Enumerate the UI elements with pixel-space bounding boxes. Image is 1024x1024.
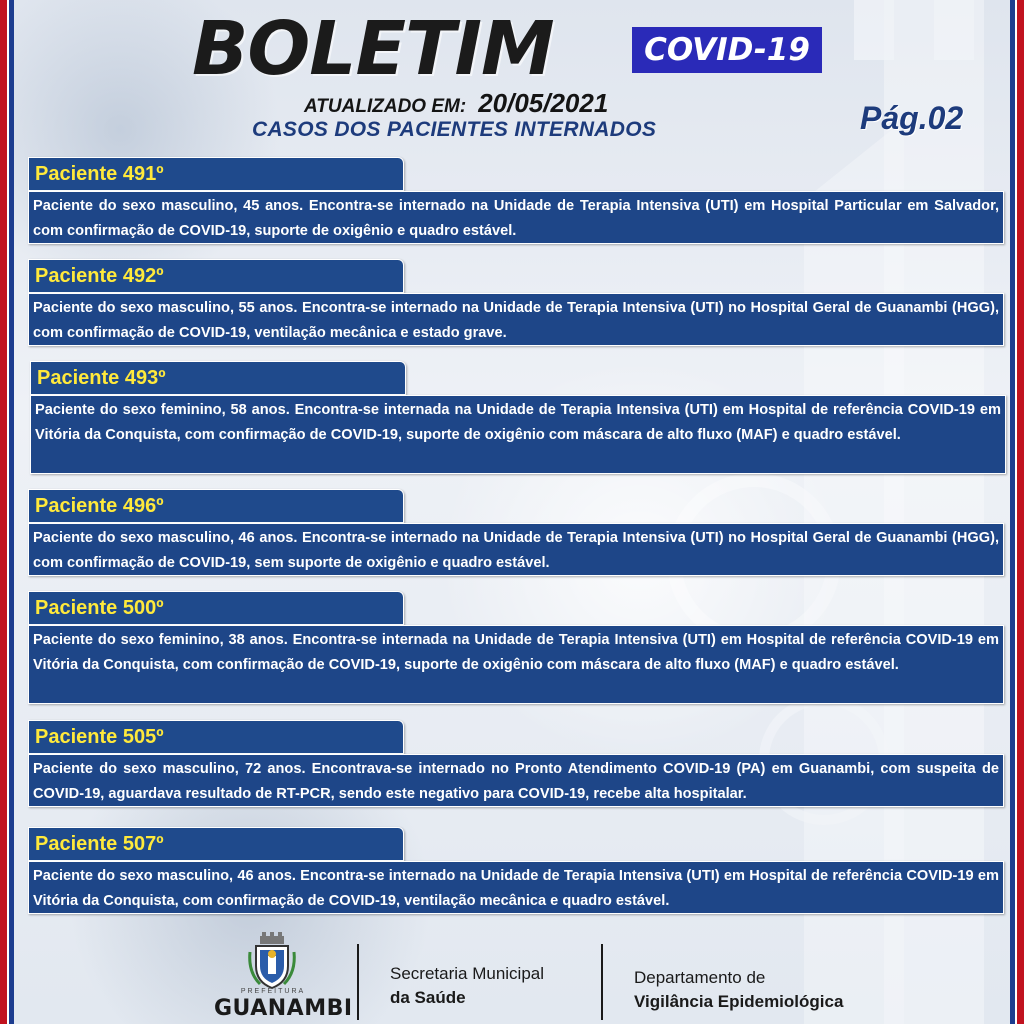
patient-description: Paciente do sexo feminino, 58 anos. Encontra-se internada na Unidade de Terapia Intensiva (UTI) em Hospital de referência COVID-19 em Vitória da Conquista, com confirmação de COVID-19, suporte de oxigênio com máscara de alto fluxo (MAF) e quadro estável.	[30, 395, 1006, 474]
logo-guanambi-text: GUANAMBI	[214, 996, 353, 1021]
departamento-line1: Departamento de	[634, 968, 766, 987]
updated-date: 20/05/2021	[478, 88, 609, 118]
logo-prefeitura-text: PREFEITURA	[240, 988, 306, 995]
patient-label: Paciente 500º	[28, 591, 404, 625]
secretaria-line2: da Saúde	[390, 988, 466, 1007]
patient-label: Paciente 491º	[28, 157, 404, 191]
updated-line	[304, 88, 608, 119]
footer-divider	[357, 944, 359, 1020]
updated-label: ATUALIZADO EM:	[304, 96, 467, 117]
covid-badge: COVID-19	[632, 27, 822, 73]
patient-label: Paciente 492º	[28, 259, 404, 293]
departamento-block	[634, 966, 843, 1014]
page-subtitle: CASOS DOS PACIENTES INTERNADOS	[252, 118, 657, 141]
secretaria-line1: Secretaria Municipal	[390, 964, 545, 983]
patient-description: Paciente do sexo masculino, 46 anos. Encontra-se internado na Unidade de Terapia Intensiva (UTI) no Hospital Geral de Guanambi (HGG), com confirmação de COVID-19, sem suporte de oxigênio e quadro estável.	[28, 523, 1004, 576]
patient-description: Paciente do sexo feminino, 38 anos. Encontra-se internada na Unidade de Terapia Intensiva (UTI) em Hospital de referência COVID-19 em Vitória da Conquista, com confirmação de COVID-19, suporte de oxigênio com máscara de alto fluxo (MAF) e quadro estável.	[28, 625, 1004, 704]
footer	[0, 930, 1024, 1024]
page-number: Pág.02	[860, 100, 964, 136]
right-flag-border	[1010, 0, 1024, 1024]
patient-description: Paciente do sexo masculino, 46 anos. Encontra-se internado na Unidade de Terapia Intensiva (UTI) em Hospital de referência COVID-19 em Vitória da Conquista, com confirmação de COVID-19, ventilação mecânica e quadro estável.	[28, 861, 1004, 914]
patient-description: Paciente do sexo masculino, 55 anos. Encontra-se internado na Unidade de Terapia Intensiva (UTI) no Hospital Geral de Guanambi (HGG), com confirmação de COVID-19, ventilação mecânica e estado grave.	[28, 293, 1004, 346]
patient-description: Paciente do sexo masculino, 72 anos. Encontrava-se internado no Pronto Atendimento COVID-19 (PA) em Guanambi, com suspeita de COVID-19, aguardava resultado de RT-PCR, sendo este negativo para COVID-19, recebe alta hospitalar.	[28, 754, 1004, 807]
departamento-line2: Vigilância Epidemiológica	[634, 992, 844, 1011]
bulletin-title: BOLETIM	[192, 6, 554, 92]
patient-description: Paciente do sexo masculino, 45 anos. Encontra-se internado na Unidade de Terapia Intensiva (UTI) em Hospital Particular em Salvador, com confirmação de COVID-19, suporte de oxigênio e quadro estável.	[28, 191, 1004, 244]
patient-label: Paciente 493º	[30, 361, 406, 395]
patient-label: Paciente 507º	[28, 827, 404, 861]
footer-divider	[601, 944, 603, 1020]
secretaria-block	[390, 962, 544, 1010]
patient-label: Paciente 505º	[28, 720, 404, 754]
left-flag-border	[0, 0, 14, 1024]
patient-label: Paciente 496º	[28, 489, 404, 523]
crest-icon	[246, 932, 298, 990]
